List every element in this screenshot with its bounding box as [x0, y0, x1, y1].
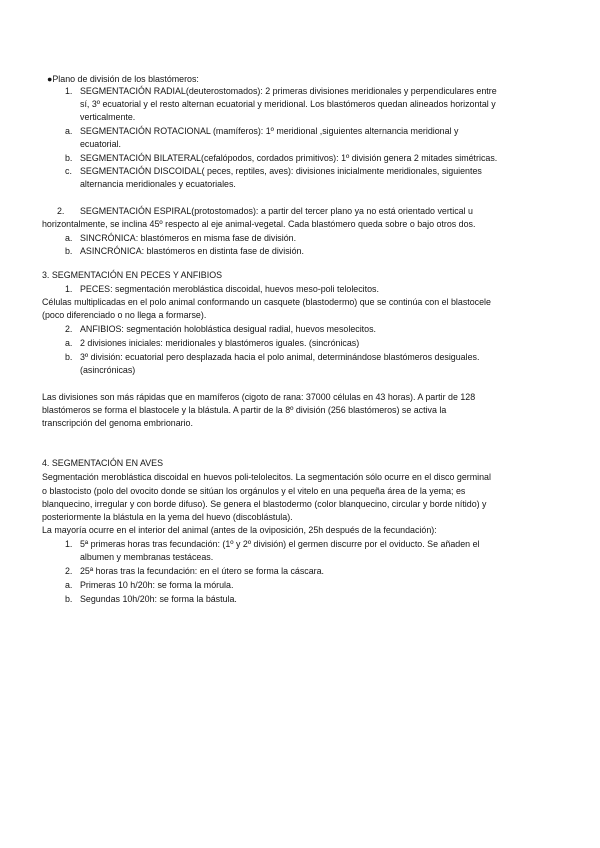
bilateral-marker: b. [65, 153, 73, 163]
bilateral-text: SEGMENTACIÓN BILATERAL(cefalópodos, cordados primitivos): 1º división genera 2 mitades simétricas. [80, 153, 498, 163]
anfibios-text: ANFIBIOS: segmentación holoblástica desigual radial, huevos mesolecitos. [80, 324, 376, 334]
anfibios-a-text: 2 divisiones iniciales: meridionales y blastómeros iguales. (sincrónicas) [80, 338, 360, 348]
anfibios-b-marker: b. [65, 352, 73, 362]
section3-heading: 3. SEGMENTACIÓN EN PECES Y ANFIBIOS [42, 270, 223, 280]
anfibios-b-text-line2: (asincrónicas) [80, 365, 136, 375]
rotacional-text-line2: ecuatorial. [80, 139, 121, 149]
section3-paragraph-line2: blastómeros se forma el blastocele y la blástula. A partir de la 8º división (256 blastómeros) se activa la [42, 405, 447, 415]
section3-paragraph-line1: Las divisiones son más rápidas que en mamíferos (cigoto de rana: 37000 células en 43 horas). A partir de 128 [42, 392, 476, 402]
radial-text-line3: verticalmente. [80, 112, 136, 122]
asincronica-marker: b. [65, 246, 73, 256]
discoidal-text-line1: SEGMENTACIÓN DISCOIDAL( peces, reptiles, aves): divisiones inicialmente meridionales, siguientes [80, 166, 482, 176]
section4-paragraph-line4: posteriormente la blástula en la yema del huevo (discoblástula). [42, 512, 293, 522]
espiral-text-line1: SEGMENTACIÓN ESPIRAL(protostomados): a partir del tercer plano ya no está orientado vertical u [80, 206, 473, 216]
section3-paragraph-line3: transcripción del genoma embrionario. [42, 418, 193, 428]
aves-a-text: Primeras 10 h/20h: se forma la mórula. [80, 580, 234, 590]
aves-b-text: Segundas 10h/20h: se forma la bástula. [80, 594, 237, 604]
radial-text-line2: sí, 3º ecuatorial y el resto alternan ecuatorial y meridional. Los blastómeros quedan alineados horizontal y [80, 99, 496, 109]
aves-a-marker: a. [65, 580, 73, 590]
section4-heading: 4. SEGMENTACIÓN EN AVES [42, 458, 163, 468]
anfibios-number: 2. [65, 324, 73, 334]
discoidal-text-line2: alternancia meridionales y ecuatoriales. [80, 179, 236, 189]
mayoria-text: La mayoría ocurre en el interior del animal (antes de la oviposición, 25h después de la fecundación): [42, 525, 437, 535]
rotacional-text-line1: SEGMENTACIÓN ROTACIONAL (mamíferos): 1º meridional ,siguientes alternancia meridional y [80, 126, 459, 136]
discoidal-marker: c. [65, 166, 72, 176]
section4-paragraph-line3: blanquecino, irregular y con borde difuso). Se genera el blastodermo (color blanquecino, circular y borde nítido) y [42, 499, 487, 509]
aves-item2-number: 2. [65, 566, 73, 576]
anfibios-b-text-line1: 3º división: ecuatorial pero desplazada hacia el polo animal, determinándose blastómeros desiguales. [80, 352, 480, 362]
sincronica-text: SINCRÓNICA: blastómeros en misma fase de división. [80, 233, 297, 243]
aves-item1-number: 1. [65, 539, 73, 549]
anfibios-a-marker: a. [65, 338, 73, 348]
aves-b-marker: b. [65, 594, 73, 604]
celulas-text-line1: Células multiplicadas en el polo animal conformando un casquete (blastodermo) que se continúa con el blastocele [42, 297, 491, 307]
rotacional-marker: a. [65, 126, 73, 136]
radial-number: 1. [65, 86, 73, 96]
aves-item1-text-line2: albumen y membranas testáceas. [80, 552, 214, 562]
plano-title: ●Plano de división de los blastómeros: [47, 74, 199, 84]
aves-item1-text-line1: 5ª primeras horas tras fecundación: (1º y 2º división) el germen discurre por el oviducto. Se añaden el [80, 539, 480, 549]
sincronica-marker: a. [65, 233, 73, 243]
section4-paragraph-line2: o blastocisto (polo del ovocito donde se sitúan los orgánulos y el vitelo en una pequeña área de la yema; es [42, 486, 466, 496]
espiral-number: 2. [57, 206, 65, 216]
asincronica-text: ASINCRÓNICA: blastómeros en distinta fase de división. [80, 246, 304, 256]
peces-text: PECES: segmentación meroblástica discoidal, huevos meso-poli telolecitos. [80, 284, 379, 294]
espiral-text-line2: horizontalmente, se inclina 45º respecto al eje animal-vegetal. Cada blastómero queda sobre o bajo otros dos. [42, 219, 476, 229]
aves-item2-text: 25ª horas tras la fecundación: en el útero se forma la cáscara. [80, 566, 325, 576]
celulas-text-line2: (poco diferenciado o no llega a formarse). [42, 310, 207, 320]
section4-paragraph-line1: Segmentación meroblástica discoidal en huevos poli-telolecitos. La segmentación sólo ocurre en el disco germinal [42, 472, 491, 482]
peces-number: 1. [65, 284, 73, 294]
radial-text-line1: SEGMENTACIÓN RADIAL(deuterostomados): 2 primeras divisiones meridionales y perpendiculares entre [80, 86, 497, 96]
